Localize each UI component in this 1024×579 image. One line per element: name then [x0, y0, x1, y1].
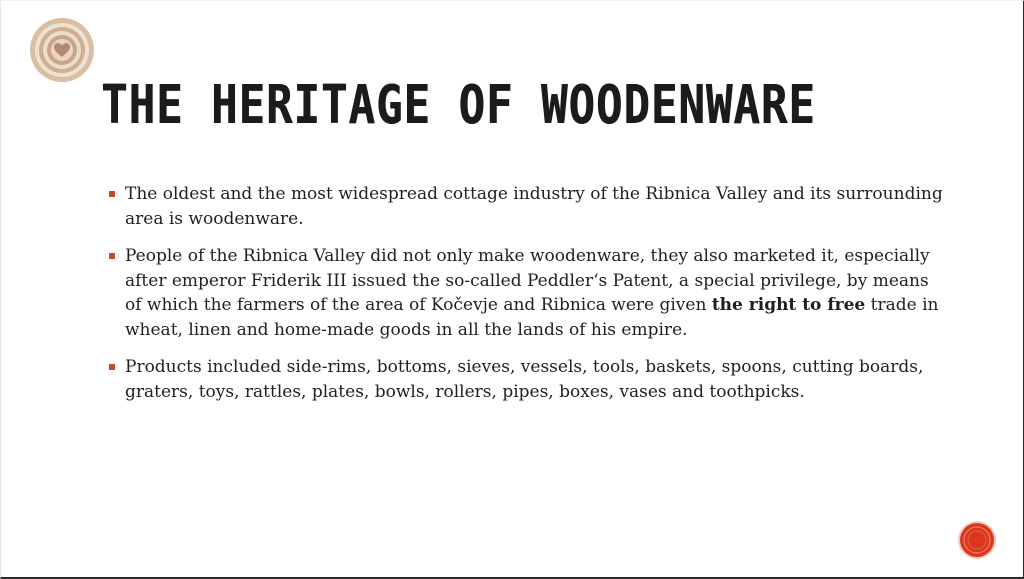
bullet-square-icon	[109, 364, 115, 370]
bullet-list	[108, 182, 950, 417]
tree-rings-heart-icon	[29, 17, 95, 83]
bullet-square-icon	[109, 191, 115, 197]
bullet-text: People of the Ribnica Valley did not only make woodenware, they also marketed it, especially after emperor Friderik III issued the so-called Peddler‘s Patent, a special privilege, by means of which the farmers of the area of Kočevje and Ribnica were given	[125, 246, 930, 315]
bullet-bold-text: the right to free	[711, 295, 866, 315]
red-circle-nav-button[interactable]	[957, 520, 997, 560]
bullet-text: The oldest and the most widespread cottage industry of the Ribnica Valley and its surrounding area is woodenware.	[125, 184, 943, 229]
bullet-square-icon	[109, 253, 115, 259]
slide-title: THE HERITAGE OF WOODENWARE	[101, 74, 816, 137]
bullet-text: Products included side-rims, bottoms, sieves, vessels, tools, baskets, spoons, cutting boards, graters, toys, rattles, plates, bowls, rollers, pipes, boxes, vases and toothpicks.	[125, 357, 924, 402]
bullet-text: trade in wheat, linen and home-made goods in all the lands of his empire.	[125, 295, 939, 340]
bullet-item	[108, 244, 950, 342]
bullet-item	[108, 182, 950, 231]
bullet-item	[108, 355, 950, 404]
